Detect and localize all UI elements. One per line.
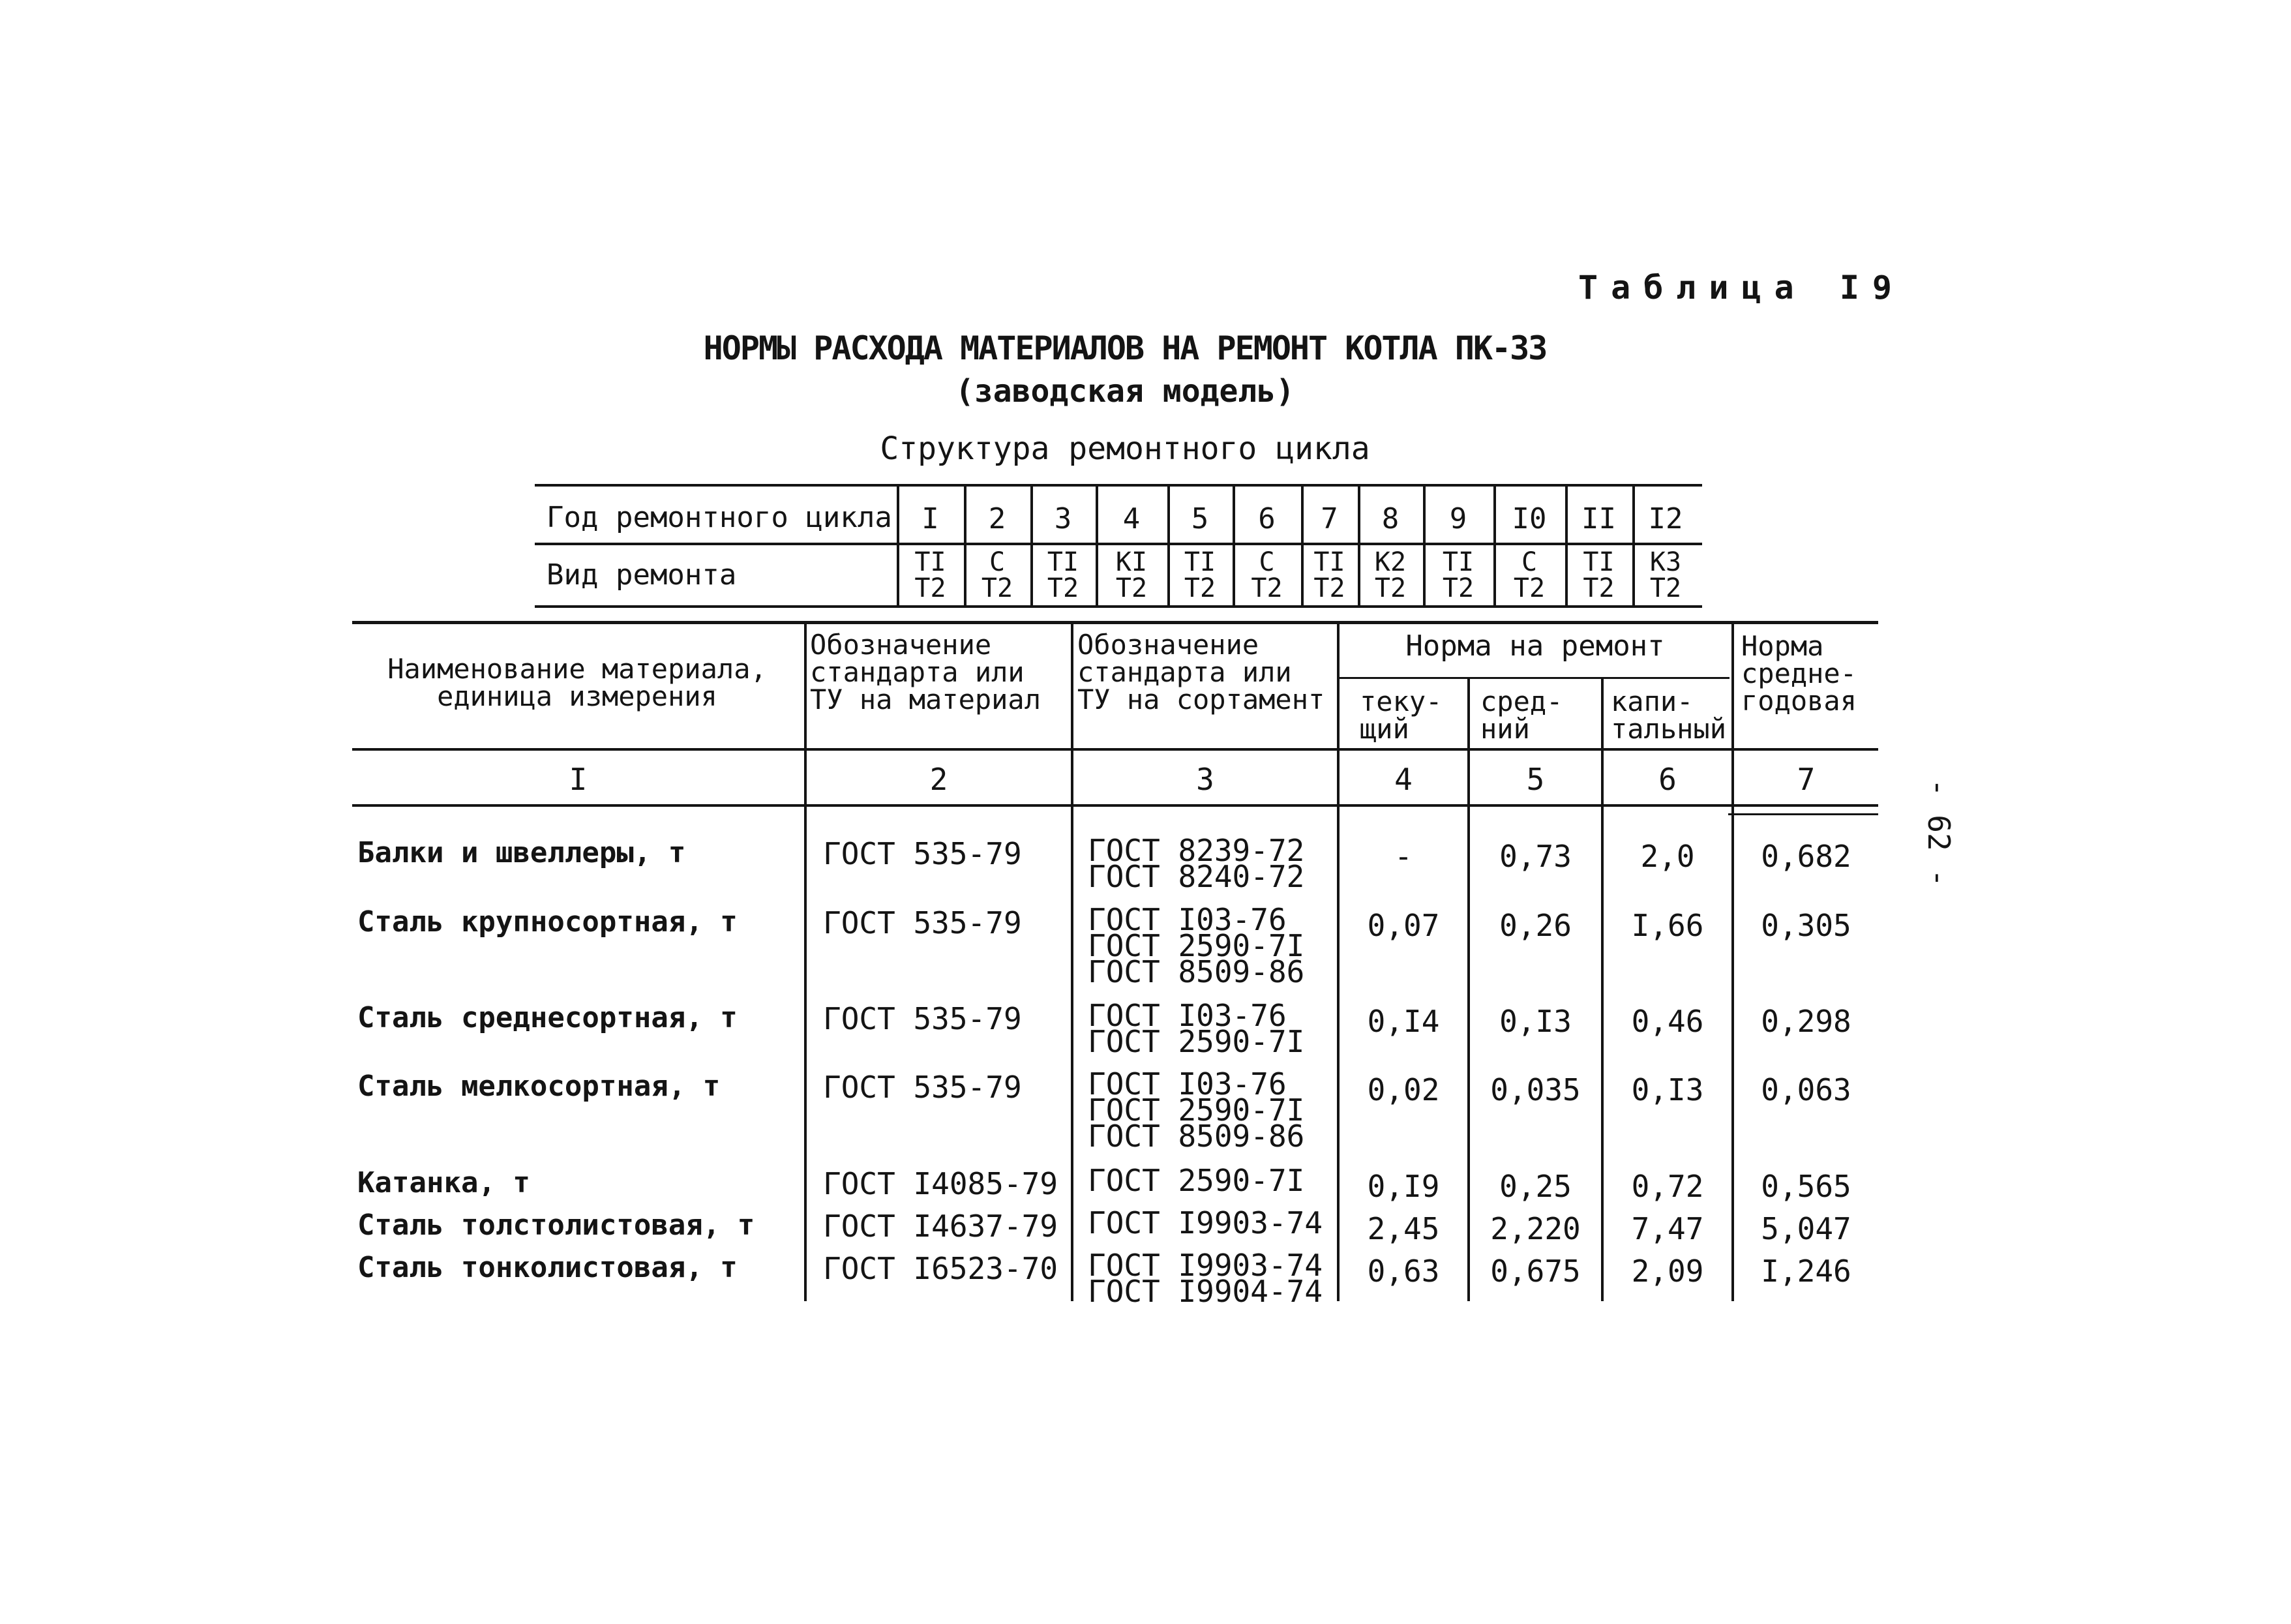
norm-current: 0,02 xyxy=(1367,1072,1440,1107)
header-material-standard: Обозначение стандарта или ТУ на материал xyxy=(810,629,1041,715)
norm-current: - xyxy=(1394,839,1413,874)
cycle-year-11: II xyxy=(1581,502,1616,535)
norm-annual: 0,565 xyxy=(1761,1169,1851,1204)
cycle-type-label: Вид ремонта xyxy=(547,558,737,592)
cycle-year-1: I xyxy=(921,502,939,535)
norm-medium: 0,26 xyxy=(1499,908,1572,943)
norm-medium: 0,I3 xyxy=(1499,1004,1572,1039)
sortament-standard: ГОСТ I03-76 ГОСТ 2590-7I ГОСТ 8509-86 xyxy=(1088,1066,1305,1154)
sortament-standard: ГОСТ I9903-74 xyxy=(1088,1205,1323,1241)
cycle-year-5: 5 xyxy=(1191,502,1209,535)
cycle-year-6: 6 xyxy=(1258,502,1276,535)
cycle-structure-title: Структура ремонтного цикла xyxy=(880,430,1370,467)
norm-annual: I,246 xyxy=(1761,1254,1851,1289)
norm-current: 0,I4 xyxy=(1367,1004,1440,1039)
column-number-6: 6 xyxy=(1658,762,1677,797)
sortament-standard: ГОСТ I9903-74 ГОСТ I9904-74 xyxy=(1088,1248,1323,1309)
cycle-type-4: KI T2 xyxy=(1115,547,1148,603)
cycle-year-3: 3 xyxy=(1054,502,1072,535)
cycle-type-11: TI T2 xyxy=(1583,547,1615,603)
sortament-standard: ГОСТ 2590-7I xyxy=(1088,1163,1305,1198)
cycle-year-7: 7 xyxy=(1321,502,1338,535)
norm-capital: 7,47 xyxy=(1631,1211,1704,1246)
norm-medium: 0,035 xyxy=(1490,1072,1581,1107)
material-standard: ГОСТ I4637-79 xyxy=(823,1209,1058,1244)
sortament-standard: ГОСТ 8239-72 ГОСТ 8240-72 xyxy=(1088,833,1305,894)
cycle-type-7: TI T2 xyxy=(1313,547,1345,603)
material-name: Катанка, т xyxy=(357,1166,530,1199)
column-number-7: 7 xyxy=(1797,762,1816,797)
cycle-type-10: C T2 xyxy=(1513,547,1546,603)
material-name: Сталь мелкосортная, т xyxy=(357,1070,721,1103)
cycle-type-2: C T2 xyxy=(981,547,1013,603)
document-title: НОРМЫ РАСХОДА МАТЕРИАЛОВ НА РЕМОНТ КОТЛА ПК-33 xyxy=(703,329,1547,367)
page-number: - 62 - xyxy=(1921,778,1957,888)
norm-medium: 0,25 xyxy=(1499,1169,1572,1204)
norm-capital: 2,0 xyxy=(1640,839,1695,874)
norm-annual: 5,047 xyxy=(1761,1211,1851,1246)
material-name: Сталь толстолистовая, т xyxy=(357,1209,755,1242)
material-name: Сталь крупносортная, т xyxy=(357,905,738,939)
cycle-type-1: TI T2 xyxy=(914,547,946,603)
material-standard: ГОСТ I6523-70 xyxy=(823,1251,1058,1286)
norm-annual: 0,063 xyxy=(1761,1072,1851,1107)
cycle-year-2: 2 xyxy=(988,502,1006,535)
norm-medium: 2,220 xyxy=(1490,1211,1581,1246)
column-number-1: I xyxy=(569,762,588,797)
header-current: теку- щий xyxy=(1360,685,1443,745)
table-label: Таблица I9 xyxy=(1578,269,1906,307)
norm-current: 0,I9 xyxy=(1367,1169,1440,1204)
column-number-3: 3 xyxy=(1196,762,1214,797)
norm-current: 0,07 xyxy=(1367,908,1440,943)
norm-annual: 0,682 xyxy=(1761,839,1851,874)
cycle-year-4: 4 xyxy=(1122,502,1141,535)
cycle-type-12: K3 T2 xyxy=(1649,547,1682,603)
material-name: Сталь тонколистовая, т xyxy=(357,1251,738,1284)
norm-capital: 0,46 xyxy=(1631,1004,1704,1039)
cycle-year-9: 9 xyxy=(1449,502,1467,535)
material-standard: ГОСТ 535-79 xyxy=(823,905,1022,940)
cycle-type-8: K2 T2 xyxy=(1374,547,1407,603)
sortament-standard: ГОСТ I03-76 ГОСТ 2590-7I ГОСТ 8509-86 xyxy=(1088,902,1305,989)
document-subtitle: (заводская модель) xyxy=(955,373,1295,410)
norm-current: 0,63 xyxy=(1367,1254,1440,1289)
cycle-type-9: TI T2 xyxy=(1442,547,1475,603)
norm-current: 2,45 xyxy=(1367,1211,1440,1246)
header-repair-norm: Норма на ремонт xyxy=(1405,629,1665,663)
header-medium: сред- ний xyxy=(1480,685,1563,745)
column-number-5: 5 xyxy=(1526,762,1545,797)
norm-capital: 0,72 xyxy=(1631,1169,1704,1204)
cycle-year-label: Год ремонтного цикла xyxy=(547,501,892,534)
norm-medium: 0,675 xyxy=(1490,1254,1581,1289)
norm-annual: 0,298 xyxy=(1761,1004,1851,1039)
header-annual-norm: Норма средне- годовая xyxy=(1741,630,1857,717)
material-name: Балки и швеллеры, т xyxy=(357,836,686,869)
cycle-type-6: C T2 xyxy=(1251,547,1283,603)
cycle-year-12: I2 xyxy=(1648,502,1683,535)
sortament-standard: ГОСТ I03-76 ГОСТ 2590-7I xyxy=(1088,998,1305,1059)
norm-capital: I,66 xyxy=(1631,908,1704,943)
column-number-2: 2 xyxy=(929,762,948,797)
cycle-type-5: TI T2 xyxy=(1184,547,1216,603)
norm-capital: 0,I3 xyxy=(1631,1072,1704,1107)
material-name: Сталь среднесортная, т xyxy=(357,1001,738,1034)
norm-annual: 0,305 xyxy=(1761,908,1851,943)
cycle-type-3: TI T2 xyxy=(1047,547,1079,603)
header-sortament-standard: Обозначение стандарта или ТУ на сортамент xyxy=(1077,629,1325,715)
norm-medium: 0,73 xyxy=(1499,839,1572,874)
norm-capital: 2,09 xyxy=(1631,1254,1704,1289)
header-name: Наименование материала, единица измерения xyxy=(387,653,767,712)
cycle-year-8: 8 xyxy=(1381,502,1400,535)
column-number-4: 4 xyxy=(1394,762,1413,797)
material-standard: ГОСТ I4085-79 xyxy=(823,1166,1058,1201)
material-standard: ГОСТ 535-79 xyxy=(823,836,1022,871)
header-capital: капи- тальный xyxy=(1611,685,1727,745)
material-standard: ГОСТ 535-79 xyxy=(823,1070,1022,1105)
material-standard: ГОСТ 535-79 xyxy=(823,1001,1022,1036)
cycle-year-10: I0 xyxy=(1512,502,1547,535)
